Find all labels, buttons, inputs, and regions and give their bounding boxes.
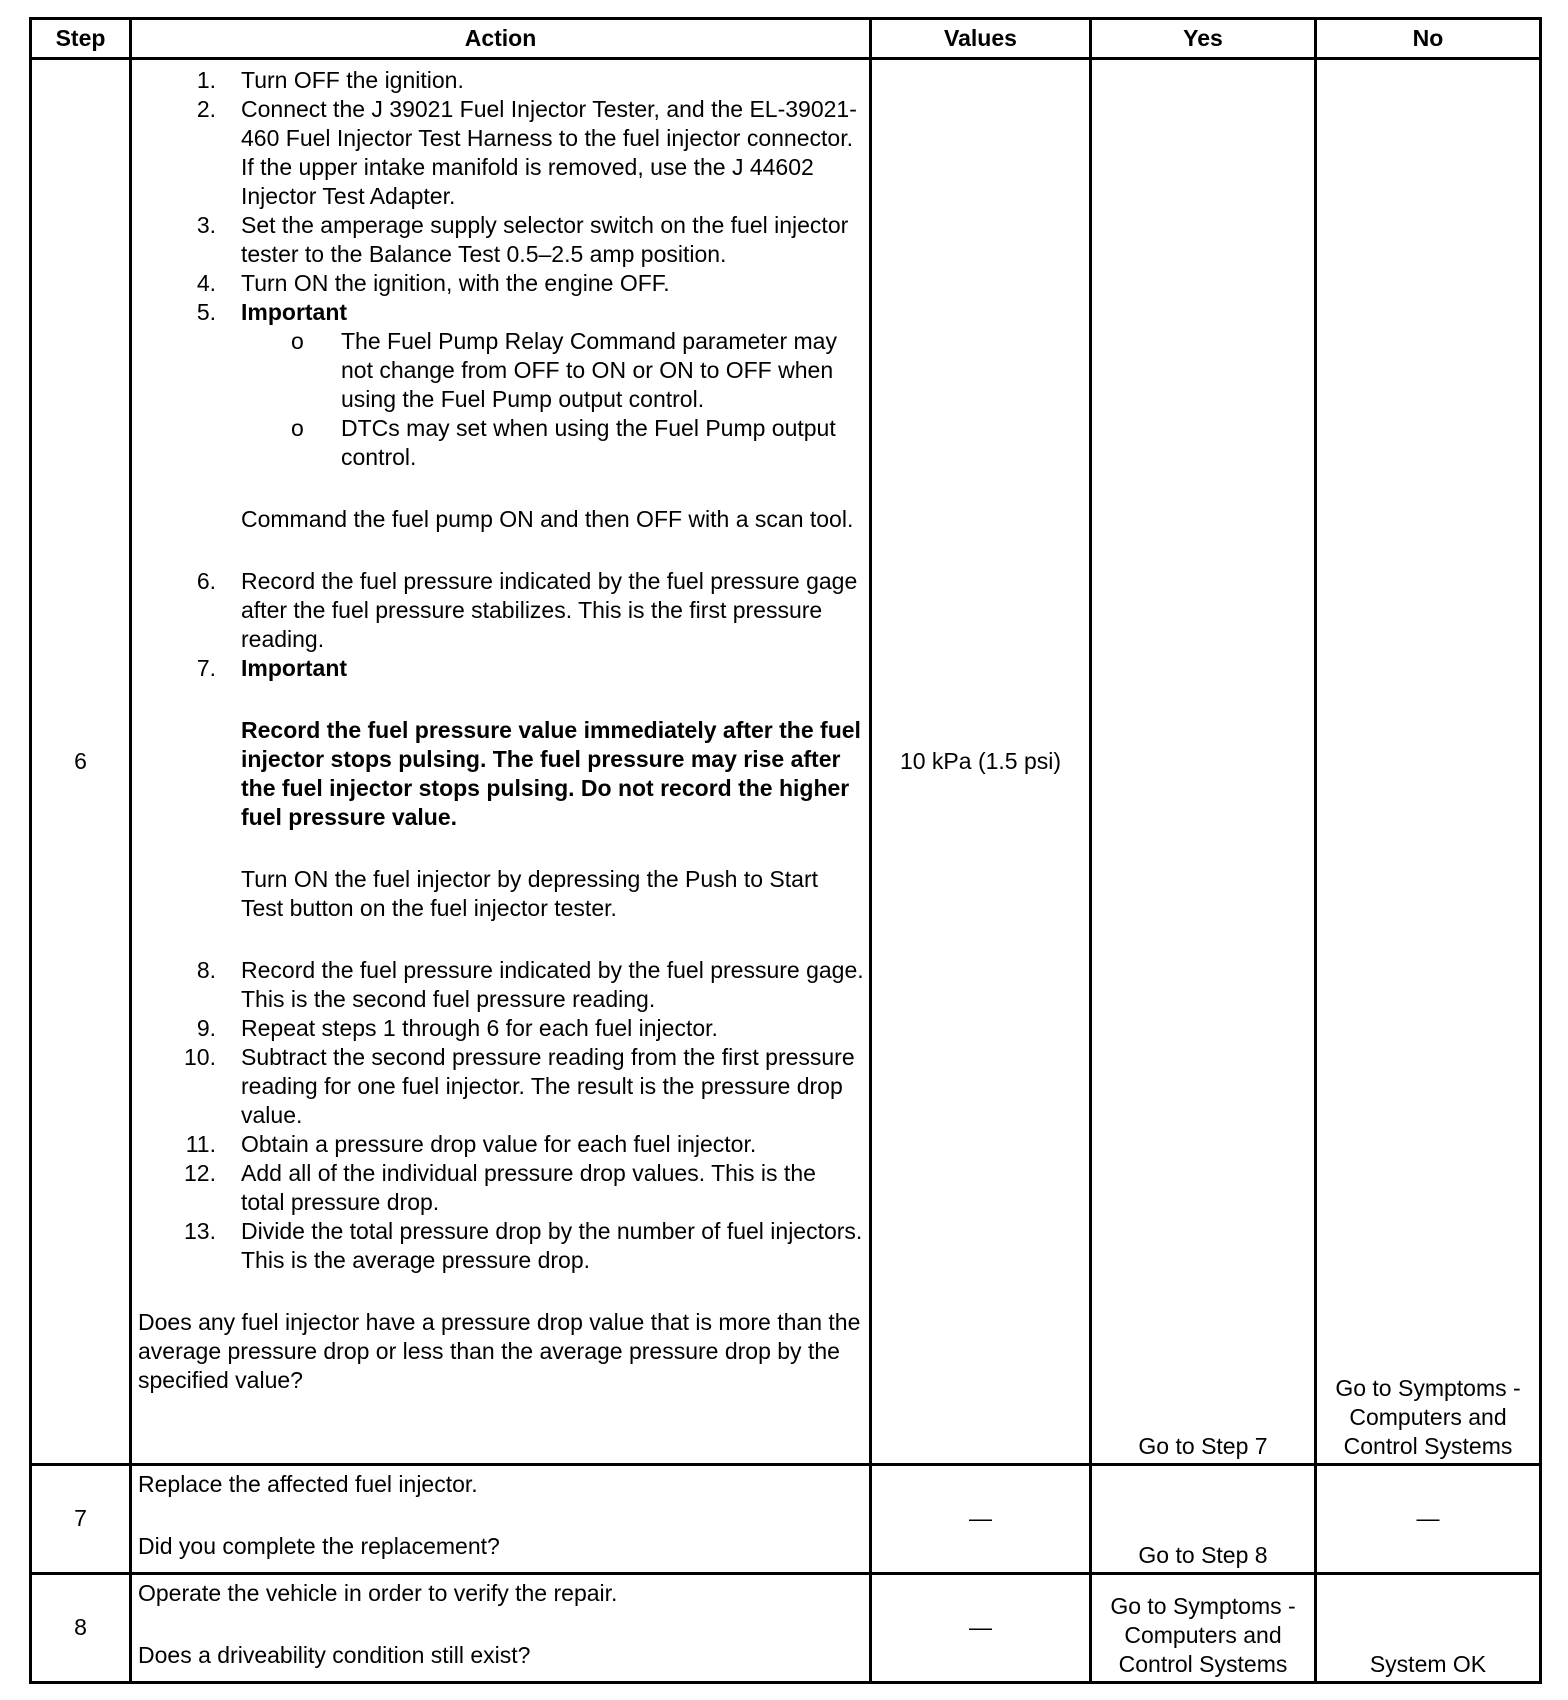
item-number: 2. [196, 96, 216, 122]
item-text: Connect the J 39021 Fuel Injector Tester, and the EL-39021-460 Fuel Injector Test Harness to the fuel injector connector. If the upper intake manifold is removed, use the J 44602 Injector Test Adapter. [241, 96, 857, 209]
yes-cell: Go to Step 8 [1091, 1465, 1316, 1573]
item-number: 8. [196, 957, 216, 983]
values-cell: 10 kPa (1.5 psi) [871, 59, 1091, 1465]
header-action: Action [131, 19, 871, 59]
list-item [138, 956, 865, 1014]
question-text: Did you complete the replacement? [138, 1533, 500, 1560]
yes-cell: Go to Symptoms - Computers and Control Systems [1091, 1573, 1316, 1683]
list-item [138, 654, 865, 923]
list-item [138, 298, 865, 534]
item-text: Subtract the second pressure reading from the first pressure reading for one fuel injector. The result is the pressure drop value. [241, 1044, 855, 1128]
bullet-item [241, 414, 865, 472]
header-row [31, 19, 1541, 59]
list-item [138, 211, 865, 269]
item-text: Turn OFF the ignition. [241, 67, 464, 93]
list-item [138, 269, 865, 298]
values-cell: — [871, 1465, 1091, 1573]
item-text: Record the fuel pressure indicated by the fuel pressure gage. This is the second fuel pressure reading. [241, 957, 864, 1012]
table-row [31, 1465, 1541, 1573]
item-number: 12. [184, 1160, 216, 1186]
no-cell: — [1316, 1465, 1541, 1573]
item-text: Record the fuel pressure indicated by the fuel pressure gage after the fuel pressure stabilizes. This is the first pressure reading. [241, 568, 858, 652]
header-step: Step [31, 19, 131, 59]
list-item [138, 95, 865, 211]
bullet-text: The Fuel Pump Relay Command parameter may not change from OFF to ON or ON to OFF when using the Fuel Pump output control. [341, 328, 837, 412]
list-item [138, 1217, 865, 1275]
item-number: 1. [196, 67, 216, 93]
action-cell [131, 1573, 871, 1683]
action-text: Replace the affected fuel injector. [138, 1471, 478, 1498]
item-number: 4. [196, 270, 216, 296]
header-values: Values [871, 19, 1091, 59]
bullet-item [241, 327, 865, 414]
item-number: 13. [184, 1218, 216, 1244]
no-cell: Go to Symptoms - Computers and Control Systems [1316, 59, 1541, 1465]
yes-cell: Go to Step 7 [1091, 59, 1316, 1465]
important-bullets [241, 327, 865, 472]
bullet-text: DTCs may set when using the Fuel Pump output control. [341, 415, 836, 470]
item-text: Turn ON the ignition, with the engine OFF. [241, 270, 670, 296]
header-yes: Yes [1091, 19, 1316, 59]
item-number: 10. [184, 1044, 216, 1070]
list-item [138, 1043, 865, 1130]
step-number: 7 [31, 1465, 131, 1573]
item-text: Add all of the individual pressure drop values. This is the total pressure drop. [241, 1160, 816, 1215]
list-item [138, 1159, 865, 1217]
table-row [31, 1573, 1541, 1683]
important-note: Record the fuel pressure value immediately after the fuel injector stops pulsing. The fuel pressure may rise after the fuel injector stops pulsing. Do not record the higher fuel pressure value. [241, 717, 861, 830]
item-number: 9. [196, 1015, 216, 1041]
question-text: Does a driveability condition still exist? [138, 1641, 531, 1668]
item-text: Divide the total pressure drop by the number of fuel injectors. This is the average pressure drop. [241, 1218, 863, 1273]
important-label: Important [241, 299, 348, 325]
item-text: Command the fuel pump ON and then OFF with a scan tool. [241, 506, 854, 532]
important-label: Important [241, 655, 348, 681]
list-item [138, 1014, 865, 1043]
item-text: Repeat steps 1 through 6 for each fuel injector. [241, 1015, 718, 1041]
item-number: 7. [196, 655, 216, 681]
item-text: Set the amperage supply selector switch on the fuel injector tester to the Balance Test 0.5–2.5 amp position. [241, 212, 849, 267]
action-cell [131, 59, 871, 1465]
values-cell: — [871, 1573, 1091, 1683]
header-no: No [1316, 19, 1541, 59]
bullet-mark: o [291, 328, 304, 354]
item-text: Turn ON the fuel injector by depressing the Push to Start Test button on the fuel injector tester. [241, 866, 818, 921]
item-number: 11. [185, 1131, 216, 1157]
action-text: Operate the vehicle in order to verify the repair. [138, 1579, 618, 1606]
diagnostic-table [29, 17, 1542, 1684]
item-text: Obtain a pressure drop value for each fuel injector. [241, 1131, 757, 1157]
item-number: 6. [196, 568, 216, 594]
list-item [138, 567, 865, 654]
action-cell [131, 1465, 871, 1573]
no-cell: System OK [1316, 1573, 1541, 1683]
action-steps [138, 66, 865, 1275]
list-item [138, 66, 865, 95]
item-number: 3. [196, 212, 216, 238]
list-item [138, 1130, 865, 1159]
table-row [31, 59, 1541, 1465]
question-text: Does any fuel injector have a pressure drop value that is more than the average pressure drop or less than the average pressure drop by the specified value? [138, 1309, 861, 1393]
item-number: 5. [196, 299, 216, 325]
step-number: 8 [31, 1573, 131, 1683]
bullet-mark: o [291, 415, 304, 441]
step-number: 6 [31, 59, 131, 1465]
